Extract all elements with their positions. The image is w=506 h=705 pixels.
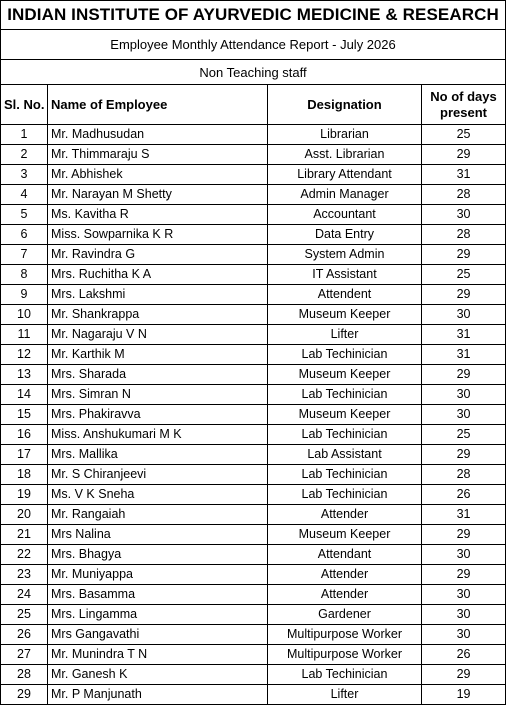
cell-designation: Library Attendant: [268, 165, 422, 185]
header-name: Name of Employee: [48, 85, 268, 125]
cell-sl-no: 13: [1, 365, 48, 385]
cell-designation: Attender: [268, 585, 422, 605]
cell-employee-name: Mrs. Sharada: [48, 365, 268, 385]
cell-days-present: 29: [422, 445, 506, 465]
table-row: [1, 645, 506, 665]
cell-designation: Attendant: [268, 545, 422, 565]
cell-employee-name: Mrs. Mallika: [48, 445, 268, 465]
cell-designation: Attender: [268, 505, 422, 525]
cell-designation: Lab Assistant: [268, 445, 422, 465]
report-subtitle: Employee Monthly Attendance Report - July 2026: [1, 30, 506, 60]
cell-employee-name: Miss. Anshukumari M K: [48, 425, 268, 445]
cell-designation: Multipurpose Worker: [268, 645, 422, 665]
cell-designation: Museum Keeper: [268, 525, 422, 545]
cell-sl-no: 2: [1, 145, 48, 165]
table-row: [1, 165, 506, 185]
cell-designation: Lifter: [268, 685, 422, 705]
cell-sl-no: 24: [1, 585, 48, 605]
cell-sl-no: 9: [1, 285, 48, 305]
cell-employee-name: Mrs Nalina: [48, 525, 268, 545]
table-row: [1, 145, 506, 165]
cell-days-present: 25: [422, 425, 506, 445]
table-row: [1, 365, 506, 385]
header-days-present: [422, 85, 506, 125]
cell-sl-no: 7: [1, 245, 48, 265]
cell-sl-no: 17: [1, 445, 48, 465]
table-row: [1, 385, 506, 405]
cell-designation: Lab Techinician: [268, 345, 422, 365]
cell-days-present: 29: [422, 365, 506, 385]
table-row: [1, 325, 506, 345]
cell-designation: Multipurpose Worker: [268, 625, 422, 645]
cell-designation: System Admin: [268, 245, 422, 265]
cell-days-present: 29: [422, 145, 506, 165]
table-row: [1, 485, 506, 505]
cell-designation: Gardener: [268, 605, 422, 625]
cell-sl-no: 8: [1, 265, 48, 285]
cell-employee-name: Mr. Rangaiah: [48, 505, 268, 525]
table-row: [1, 545, 506, 565]
cell-employee-name: Mrs. Phakiravva: [48, 405, 268, 425]
cell-employee-name: Mr. Madhusudan: [48, 125, 268, 145]
cell-days-present: 31: [422, 345, 506, 365]
header-row: [1, 85, 506, 125]
cell-sl-no: 19: [1, 485, 48, 505]
cell-days-present: 31: [422, 505, 506, 525]
cell-employee-name: Mrs. Ruchitha K A: [48, 265, 268, 285]
cell-designation: Lab Techinician: [268, 665, 422, 685]
cell-employee-name: Mrs. Simran N: [48, 385, 268, 405]
section-label: Non Teaching staff: [1, 60, 506, 85]
cell-days-present: 30: [422, 625, 506, 645]
cell-days-present: 30: [422, 605, 506, 625]
table-row: [1, 685, 506, 705]
cell-sl-no: 15: [1, 405, 48, 425]
cell-days-present: 25: [422, 265, 506, 285]
cell-sl-no: 16: [1, 425, 48, 445]
cell-days-present: 28: [422, 185, 506, 205]
cell-sl-no: 11: [1, 325, 48, 345]
title-row: [1, 1, 506, 30]
cell-designation: Admin Manager: [268, 185, 422, 205]
table-row: [1, 265, 506, 285]
table-row: [1, 465, 506, 485]
cell-sl-no: 20: [1, 505, 48, 525]
table-row: [1, 225, 506, 245]
cell-designation: Attendent: [268, 285, 422, 305]
cell-sl-no: 5: [1, 205, 48, 225]
cell-employee-name: Mr. Muniyappa: [48, 565, 268, 585]
cell-sl-no: 14: [1, 385, 48, 405]
table-row: [1, 125, 506, 145]
table-row: [1, 625, 506, 645]
cell-employee-name: Mr. Abhishek: [48, 165, 268, 185]
cell-employee-name: Mrs. Lakshmi: [48, 285, 268, 305]
cell-designation: Lab Techinician: [268, 485, 422, 505]
cell-employee-name: Mrs. Basamma: [48, 585, 268, 605]
table-row: [1, 405, 506, 425]
cell-days-present: 30: [422, 205, 506, 225]
cell-employee-name: Mr. Munindra T N: [48, 645, 268, 665]
cell-employee-name: Mr. Karthik M: [48, 345, 268, 365]
cell-employee-name: Mr. Narayan M Shetty: [48, 185, 268, 205]
table-row: [1, 245, 506, 265]
table-row: [1, 665, 506, 685]
cell-designation: IT Assistant: [268, 265, 422, 285]
table-row: [1, 525, 506, 545]
cell-sl-no: 26: [1, 625, 48, 645]
cell-days-present: 31: [422, 325, 506, 345]
cell-employee-name: Miss. Sowparnika K R: [48, 225, 268, 245]
cell-sl-no: 23: [1, 565, 48, 585]
cell-employee-name: Ms. V K Sneha: [48, 485, 268, 505]
cell-designation: Lab Techinician: [268, 385, 422, 405]
cell-employee-name: Mrs Gangavathi: [48, 625, 268, 645]
cell-days-present: 30: [422, 405, 506, 425]
table-row: [1, 565, 506, 585]
table-row: [1, 205, 506, 225]
cell-designation: Lifter: [268, 325, 422, 345]
report-title: INDIAN INSTITUTE OF AYURVEDIC MEDICINE & RESEARCH: [1, 1, 506, 30]
subtitle-row: [1, 30, 506, 60]
cell-employee-name: Mr. P Manjunath: [48, 685, 268, 705]
table-row: [1, 185, 506, 205]
cell-days-present: 29: [422, 285, 506, 305]
cell-designation: Asst. Librarian: [268, 145, 422, 165]
cell-employee-name: Mr. Ganesh K: [48, 665, 268, 685]
cell-sl-no: 6: [1, 225, 48, 245]
cell-employee-name: Mr. Thimmaraju S: [48, 145, 268, 165]
cell-days-present: 31: [422, 165, 506, 185]
header-days-line2: present: [440, 104, 487, 120]
cell-employee-name: Mr. Shankrappa: [48, 305, 268, 325]
cell-days-present: 25: [422, 125, 506, 145]
cell-designation: Data Entry: [268, 225, 422, 245]
header-days-line1: No of days: [430, 88, 497, 104]
cell-days-present: 29: [422, 565, 506, 585]
table-row: [1, 445, 506, 465]
cell-sl-no: 18: [1, 465, 48, 485]
cell-designation: Museum Keeper: [268, 405, 422, 425]
cell-designation: Museum Keeper: [268, 365, 422, 385]
cell-days-present: 30: [422, 545, 506, 565]
cell-designation: Attender: [268, 565, 422, 585]
cell-days-present: 28: [422, 225, 506, 245]
cell-employee-name: Mr. Ravindra G: [48, 245, 268, 265]
cell-days-present: 30: [422, 385, 506, 405]
cell-designation: Lab Techinician: [268, 425, 422, 445]
cell-days-present: 19: [422, 685, 506, 705]
cell-sl-no: 28: [1, 665, 48, 685]
table-row: [1, 585, 506, 605]
cell-employee-name: Mrs. Lingamma: [48, 605, 268, 625]
cell-days-present: 29: [422, 665, 506, 685]
cell-sl-no: 4: [1, 185, 48, 205]
table-row: [1, 305, 506, 325]
cell-sl-no: 25: [1, 605, 48, 625]
section-row: [1, 60, 506, 85]
cell-designation: Lab Techinician: [268, 465, 422, 485]
header-designation: Designation: [268, 85, 422, 125]
table-row: [1, 505, 506, 525]
cell-employee-name: Mr. S Chiranjeevi: [48, 465, 268, 485]
cell-days-present: 30: [422, 305, 506, 325]
cell-sl-no: 22: [1, 545, 48, 565]
cell-designation: Accountant: [268, 205, 422, 225]
table-row: [1, 285, 506, 305]
cell-employee-name: Mrs. Bhagya: [48, 545, 268, 565]
cell-designation: Museum Keeper: [268, 305, 422, 325]
table-row: [1, 425, 506, 445]
header-sl-no: Sl. No.: [1, 85, 48, 125]
cell-days-present: 26: [422, 645, 506, 665]
cell-days-present: 29: [422, 245, 506, 265]
cell-sl-no: 10: [1, 305, 48, 325]
cell-sl-no: 1: [1, 125, 48, 145]
cell-sl-no: 29: [1, 685, 48, 705]
cell-days-present: 26: [422, 485, 506, 505]
cell-days-present: 28: [422, 465, 506, 485]
table-row: [1, 345, 506, 365]
cell-days-present: 30: [422, 585, 506, 605]
cell-sl-no: 21: [1, 525, 48, 545]
table-row: [1, 605, 506, 625]
cell-days-present: 29: [422, 525, 506, 545]
cell-employee-name: Ms. Kavitha R: [48, 205, 268, 225]
cell-sl-no: 12: [1, 345, 48, 365]
cell-employee-name: Mr. Nagaraju V N: [48, 325, 268, 345]
cell-sl-no: 27: [1, 645, 48, 665]
cell-sl-no: 3: [1, 165, 48, 185]
cell-designation: Librarian: [268, 125, 422, 145]
